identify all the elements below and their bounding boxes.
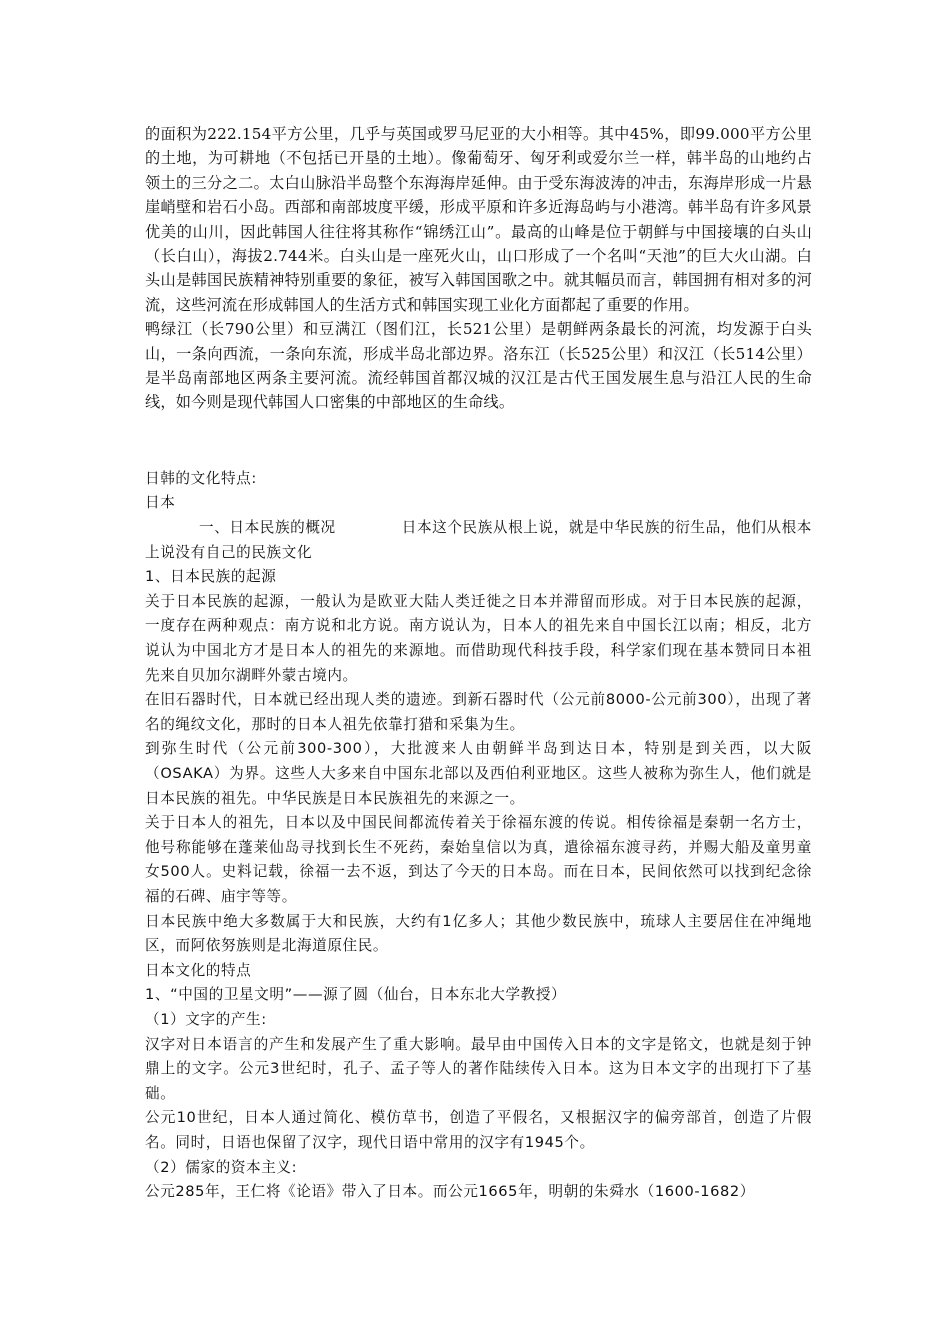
document-page — [145, 122, 812, 1205]
overview-heading: 一、日本民族的概况 — [199, 519, 336, 537]
confucian-subheading: （2）儒家的资本主义: — [145, 1158, 298, 1176]
origin-paragraph-1: 关于日本民族的起源，一般认为是欧亚大陆人类迁徙之日本并滞留而形成。对于日本民族的起源，一度存在两种观点：南方说和北方说。南方说认为，日本人的祖先来自中国长江以南；相反，北方说认为中国北方才是日本人的祖先的来源地。而借助现代科技手段，科学家们现在基本赞同日本祖先来自贝加尔湖畔外蒙古境内。 — [145, 592, 812, 684]
paragraph-gap — [145, 415, 812, 467]
origin-heading: 1、日本民族的起源 — [145, 568, 277, 586]
origin-paragraph-2: 在旧石器时代，日本就已经出现人类的遗迹。到新石器时代（公元前8000-公元前300），出现了著名的绳纹文化，那时的日本人祖先依靠打猎和采集为生。 — [145, 691, 812, 733]
confucian-paragraph-1: 公元285年，王仁将《论语》带入了日本。而公元1665年，明朝的朱舜水（1600-1682） — [145, 1183, 755, 1201]
origin-paragraph-3: 到弥生时代（公元前300-300），大批渡来人由朝鲜半岛到达日本，特别是到关西，以大阪（OSAKA）为界。这些人大多来自中国东北部以及西伯利亚地区。这些人被称为弥生人，他们就是日本民族的祖先。中华民族是日本民族祖先的来源之一。 — [145, 740, 812, 807]
origin-paragraph-4: 关于日本人的祖先，日本以及中国民间都流传着关于徐福东渡的传说。相传徐福是秦朝一名方士，他号称能够在蓬莱仙岛寻找到长生不死药，秦始皇信以为真，遣徐福东渡寻药，并赐大船及童男童女500人。史料记载，徐福一去不返，到达了今天的日本岛。而在日本，民间依然可以找到纪念徐福的石碑、庙宇等等。 — [145, 814, 812, 905]
writing-paragraph-2: 公元10世纪，日本人通过简化、模仿草书，创造了平假名，又根据汉字的偏旁部首，创造了片假名。同时，日语也保留了汉字，现代日语中常用的汉字有1945个。 — [145, 1109, 812, 1151]
culture-item-1: 1、“中国的卫星文明”——源了圆（仙台，日本东北大学教授） — [145, 986, 567, 1004]
culture-heading: 日本文化的特点 — [145, 961, 252, 979]
korea-geography-paragraph: 的面积为222.154平方公里，几乎与英国或罗马尼亚的大小相等。其中45%，即99.000平方公里的土地，为可耕地（不包括已开垦的土地）。像葡萄牙、匈牙利或爱尔兰一样，韩半岛的山地约占领土的三分之二。太白山脉沿半岛整个东海海岸延伸。由于受东海波涛的冲击，东海岸形成一片悬崖峭壁和岩石小岛。西部和南部坡度平缓，形成平原和许多近海岛屿与小港湾。韩半岛有许多风景优美的山川，因此韩国人往往将其称作“锦绣江山”。最高的山峰是位于朝鲜与中国接壤的白头山（长白山），海拔2.744米。白头山是一座死火山，山口形成了一个名叫“天池”的巨大火山湖。白头山是韩国民族精神特别重要的象征，被写入韩国国歌之中。就其幅员而言，韩国拥有相对多的河流，这些河流在形成韩国人的生活方式和韩国实现工业化方面都起了重要的作用。 — [145, 125, 812, 314]
origin-paragraph-5: 日本民族中绝大多数属于大和民族，大约有1亿多人；其他少数民族中，琉球人主要居住在冲绳地区，而阿依努族则是北海道原住民。 — [145, 912, 812, 955]
overview-paragraph — [145, 516, 812, 565]
writing-paragraph-1: 汉字对日本语言的产生和发展产生了重大影响。最早由中国传入日本的文字是铭文，也就是刻于钟鼎上的文字。公元3世纪时，孔子、孟子等人的著作陆续传入日本。这为日本文字的出现打下了基础。 — [145, 1035, 812, 1102]
section-title: 日韩的文化特点: — [145, 469, 257, 487]
korea-rivers-paragraph: 鸭绿江（长790公里）和豆满江（图们江，长521公里）是朝鲜两条最长的河流，均发源于白头山，一条向西流，一条向东流，形成半岛北部边界。洛东江（长525公里）和汉江（长514公里）是半岛南部地区两条主要河流。流经韩国首都汉城的汉江是古代王国发展生息与沿江人民的生命线，如今则是现代韩国人口密集的中部地区的生命线。 — [145, 320, 812, 412]
overview-text: 日本这个民族从根上说，就是中华民族的衍生品，他们从根本上说没有自己的民族文化 — [145, 519, 812, 561]
writing-subheading: （1）文字的产生: — [145, 1010, 267, 1028]
country-heading: 日本 — [145, 494, 176, 512]
